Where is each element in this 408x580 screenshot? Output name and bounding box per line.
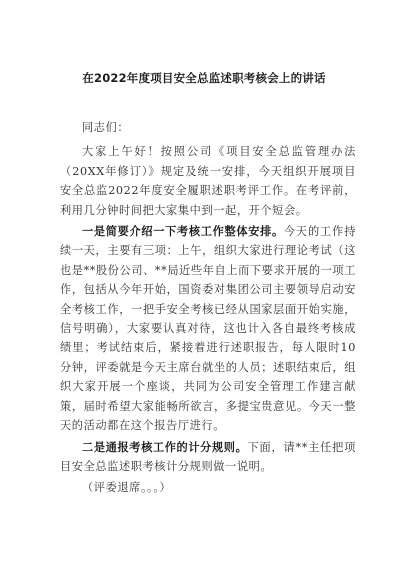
document-body bbox=[60, 118, 356, 498]
paragraph-text: 大家上午好！按照公司《项目安全总监管理办法（20XX年修订）》规定及统一安排，今天组织开展项目安全总监2022年度安全履职述职考评工作。在考评前，利用几分钟时间把大家集中到一起，开个短会。 bbox=[60, 145, 356, 217]
paragraph-text: 下面，请**主任把项目安全总监述职考核计分规则做一说明。 bbox=[60, 440, 356, 473]
paragraph-greeting bbox=[60, 142, 356, 220]
paragraph-schedule bbox=[60, 222, 356, 435]
paragraph-note bbox=[60, 478, 356, 497]
salutation: 同志们： bbox=[82, 121, 130, 134]
paragraph-text: （评委退席。。。） bbox=[82, 481, 172, 495]
paragraph-lead-heading: 二是通报考核工作的计分规则。 bbox=[82, 440, 248, 454]
paragraph-text: 今天的工作持续一天，主要有三项：上午，组织大家进行理论考试（这也是**股份公司、**局近些年自上而下要求开展的一项工作，包括从今年开始，国资委对集团公司主要领导启动安全考核工作，一把手安全考核已经从国家层面开始实施，信号明确），大家要认真对待，这也计入各自最终考核成绩里；考试结束后，紧接着进行述职报告，每人限时10分钟，评委就是今天主席台就坐的人员；述职结束后，组织大家开展一个座谈，共同为公司安全管理工作建言献策，届时希望大家能畅所欲言，多提宝贵意见。今天一整天的活动都在这个报告厅进行。 bbox=[60, 225, 356, 433]
paragraph-scoring bbox=[60, 438, 356, 477]
paragraph-lead-heading: 一是简要介绍一下考核工作整体安排。 bbox=[82, 225, 284, 239]
document-title: 在2022年度项目安全总监述职考核会上的讲话 bbox=[82, 71, 326, 85]
